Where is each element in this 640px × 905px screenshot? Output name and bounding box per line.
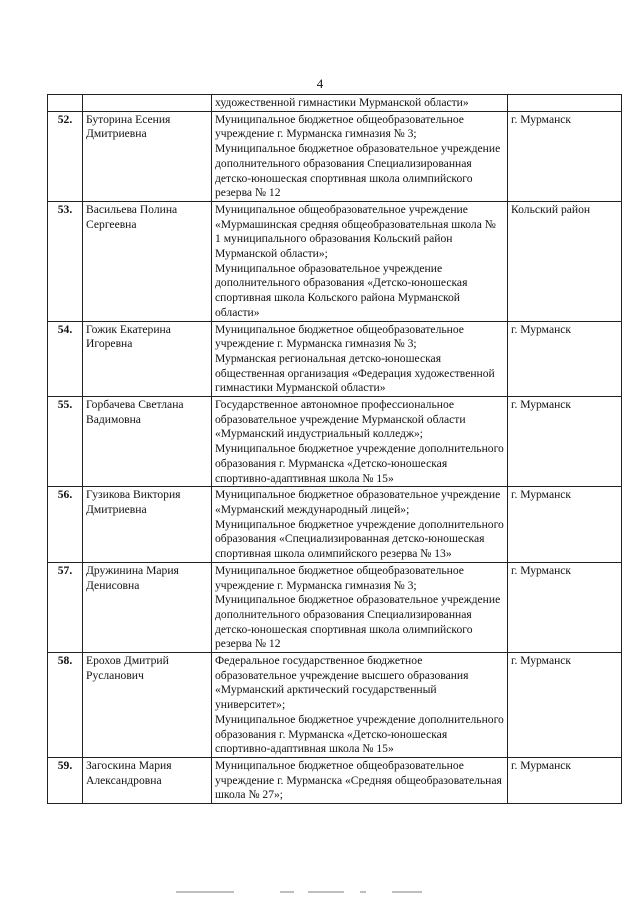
- scan-artifact: [392, 891, 422, 893]
- location: г. Мурманск: [508, 321, 622, 397]
- location: г. Мурманск: [508, 653, 622, 758]
- institutions: художественной гимнастики Мурманской области»: [212, 95, 508, 112]
- participants-table: [47, 94, 622, 804]
- participant-name: Загоскина Мария Александровна: [83, 757, 212, 803]
- institutions: Муниципальное бюджетное общеобразовательное учреждение г. Мурманска гимназия № 3; Муниципальное бюджетное образовательное учреждение дополнительного образования Специализированная детско-юношеская спортивная школа олимпийского резерва № 12: [212, 111, 508, 201]
- row-number: 59.: [48, 757, 83, 803]
- table-row: [48, 562, 622, 652]
- institutions: Муниципальное бюджетное общеобразовательное учреждение г. Мурманска гимназия № 3; Муниципальное бюджетное образовательное учреждение дополнительного образования Специализированная детско-юношеская спортивная школа олимпийского резерва № 12: [212, 562, 508, 652]
- institutions: Федеральное государственное бюджетное образовательное учреждение высшего образования «Мурманский арктический государственный университет»; Муниципальное бюджетное учреждение дополнительного образования г. Мурманска «Детско-юношеская спортивно-адаптивная школа № 15»: [212, 653, 508, 758]
- institutions: Муниципальное бюджетное образовательное учреждение «Мурманский международный лицей»; Муниципальное бюджетное учреждение дополнительного образования «Специализированная детско-юношеская спортивная школа олимпийского резерва № 13»: [212, 487, 508, 563]
- row-number: 58.: [48, 653, 83, 758]
- table-row: [48, 397, 622, 487]
- page-number: 4: [316, 76, 324, 91]
- scan-artifact: [308, 891, 344, 893]
- row-number: 53.: [48, 201, 83, 321]
- scan-artifact: [280, 891, 294, 893]
- scan-artifact: [360, 891, 366, 893]
- row-number: 57.: [48, 562, 83, 652]
- location: [508, 95, 622, 112]
- participant-name: Гожик Екатерина Игоревна: [83, 321, 212, 397]
- institutions: Муниципальное бюджетное общеобразовательное учреждение г. Мурманска гимназия № 3; Мурманская региональная детско-юношеская общественная организация «Федерация художественной гимнастики Мурманской области»: [212, 321, 508, 397]
- table-row: [48, 321, 622, 397]
- table-row: [48, 757, 622, 803]
- row-number: 52.: [48, 111, 83, 201]
- institutions: Муниципальное общеобразовательное учреждение «Мурмашинская средняя общеобразовательная школа № 1 муниципального образования Кольский район Мурманской области»; Муниципальное образовательное учреждение дополнительного образования «Детско-юношеская спортивная школа Кольского района Мурманской области»: [212, 201, 508, 321]
- institutions: Государственное автономное профессиональное образовательное учреждение Мурманской области «Мурманский индустриальный колледж»; Муниципальное бюджетное учреждение дополнительного образования г. Мурманска «Детско-юношеская спортивно-адаптивная школа № 15»: [212, 397, 508, 487]
- location: г. Мурманск: [508, 111, 622, 201]
- location: г. Мурманск: [508, 397, 622, 487]
- table-row: [48, 111, 622, 201]
- participant-name: Гузикова Виктория Дмитриевна: [83, 487, 212, 563]
- participant-name: [83, 95, 212, 112]
- scan-artifact: [176, 891, 234, 893]
- location: г. Мурманск: [508, 562, 622, 652]
- institutions: Муниципальное бюджетное общеобразовательное учреждение г. Мурманска «Средняя общеобразовательная школа № 27»;: [212, 757, 508, 803]
- participant-name: Буторина Есения Дмитриевна: [83, 111, 212, 201]
- participant-name: Васильева Полина Сергеевна: [83, 201, 212, 321]
- table-row: [48, 201, 622, 321]
- table-row: [48, 653, 622, 758]
- location: Кольский район: [508, 201, 622, 321]
- row-number: 55.: [48, 397, 83, 487]
- row-number: 54.: [48, 321, 83, 397]
- row-number: [48, 95, 83, 112]
- participant-name: Ерохов Дмитрий Русланович: [83, 653, 212, 758]
- row-number: 56.: [48, 487, 83, 563]
- participant-name: Дружинина Мария Денисовна: [83, 562, 212, 652]
- table-row: [48, 95, 622, 112]
- location: г. Мурманск: [508, 757, 622, 803]
- table-row: [48, 487, 622, 563]
- location: г. Мурманск: [508, 487, 622, 563]
- participant-name: Горбачева Светлана Вадимовна: [83, 397, 212, 487]
